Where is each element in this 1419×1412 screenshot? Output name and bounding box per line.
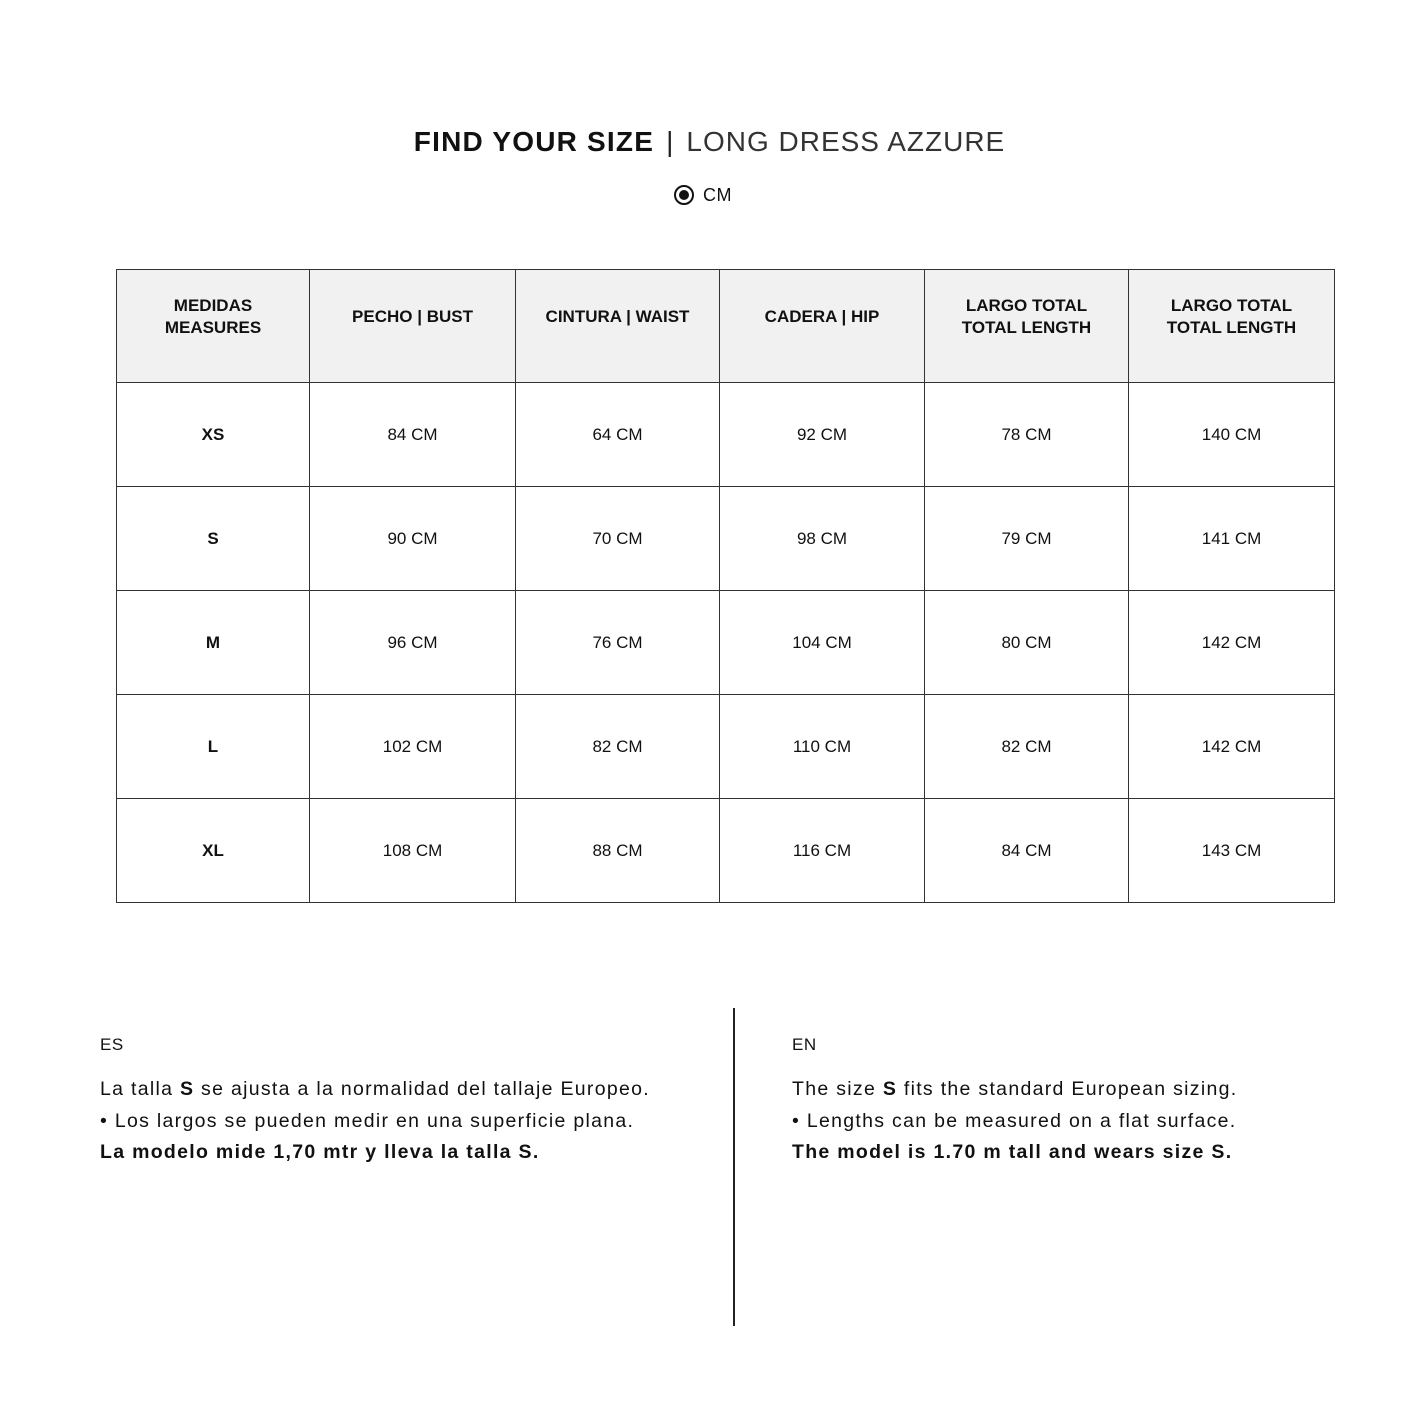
note-line-1-en: The size S fits the standard European sizing. xyxy=(792,1078,1238,1100)
header-total-length: LARGO TOTAL TOTAL LENGTH xyxy=(925,270,1129,383)
note-line-2-es: • Los largos se pueden medir en una superficie plana. xyxy=(100,1109,635,1132)
title-main: FIND YOUR SIZE xyxy=(413,126,655,157)
table-row xyxy=(117,695,1335,799)
table-cell: 140 CM xyxy=(1129,383,1335,487)
table-cell: 90 CM xyxy=(310,487,516,591)
table-cell: 79 CM xyxy=(925,487,1129,591)
size-label: XL xyxy=(117,799,310,903)
lang-label-es: ES xyxy=(100,1035,124,1054)
table-cell: 143 CM xyxy=(1129,799,1335,903)
table-cell: 142 CM xyxy=(1129,591,1335,695)
note-line-3-es: La modelo mide 1,70 mtr y lleva la talla S. xyxy=(100,1141,540,1163)
table-row xyxy=(117,487,1335,591)
title-separator: | xyxy=(666,126,675,157)
size-table xyxy=(116,269,1335,903)
table-cell: 78 CM xyxy=(925,383,1129,487)
table-cell: 142 CM xyxy=(1129,695,1335,799)
table-cell: 80 CM xyxy=(925,591,1129,695)
table-cell: 76 CM xyxy=(516,591,720,695)
table-cell: 92 CM xyxy=(720,383,925,487)
table-cell: 108 CM xyxy=(310,799,516,903)
note-line-2-en: • Lengths can be measured on a flat surface. xyxy=(792,1109,1237,1132)
notes-spanish xyxy=(100,1032,650,1169)
table-cell: 96 CM xyxy=(310,591,516,695)
table-cell: 64 CM xyxy=(516,383,720,487)
table-cell: 110 CM xyxy=(720,695,925,799)
header-waist: CINTURA | WAIST xyxy=(516,270,720,383)
column-divider xyxy=(733,1008,735,1326)
unit-label: CM xyxy=(703,184,732,205)
table-cell: 82 CM xyxy=(925,695,1129,799)
table-cell: 104 CM xyxy=(720,591,925,695)
product-name: LONG DRESS AZZURE xyxy=(686,126,1006,157)
header-measures: MEDIDAS MEASURES xyxy=(117,270,310,383)
size-label: XS xyxy=(117,383,310,487)
table-cell: 84 CM xyxy=(925,799,1129,903)
unit-toggle-cm[interactable] xyxy=(674,183,732,207)
table-cell: 70 CM xyxy=(516,487,720,591)
note-line-3-en: The model is 1.70 m tall and wears size S. xyxy=(792,1141,1233,1163)
page-title xyxy=(0,122,1419,162)
note-line-1-es: La talla S se ajusta a la normalidad del tallaje Europeo. xyxy=(100,1078,650,1100)
table-cell: 82 CM xyxy=(516,695,720,799)
header-hip: CADERA | HIP xyxy=(720,270,925,383)
table-cell: 116 CM xyxy=(720,799,925,903)
table-row xyxy=(117,799,1335,903)
radio-selected-icon[interactable] xyxy=(674,185,694,205)
lang-label-en: EN xyxy=(792,1035,817,1054)
table-cell: 88 CM xyxy=(516,799,720,903)
size-label: M xyxy=(117,591,310,695)
table-cell: 102 CM xyxy=(310,695,516,799)
table-row xyxy=(117,591,1335,695)
size-label: L xyxy=(117,695,310,799)
table-header-row xyxy=(117,270,1335,383)
header-total-length-2: LARGO TOTAL TOTAL LENGTH xyxy=(1129,270,1335,383)
table-cell: 98 CM xyxy=(720,487,925,591)
table-row xyxy=(117,383,1335,487)
notes-english xyxy=(792,1032,1237,1169)
header-bust: PECHO | BUST xyxy=(310,270,516,383)
table-cell: 141 CM xyxy=(1129,487,1335,591)
table-cell: 84 CM xyxy=(310,383,516,487)
size-label: S xyxy=(117,487,310,591)
